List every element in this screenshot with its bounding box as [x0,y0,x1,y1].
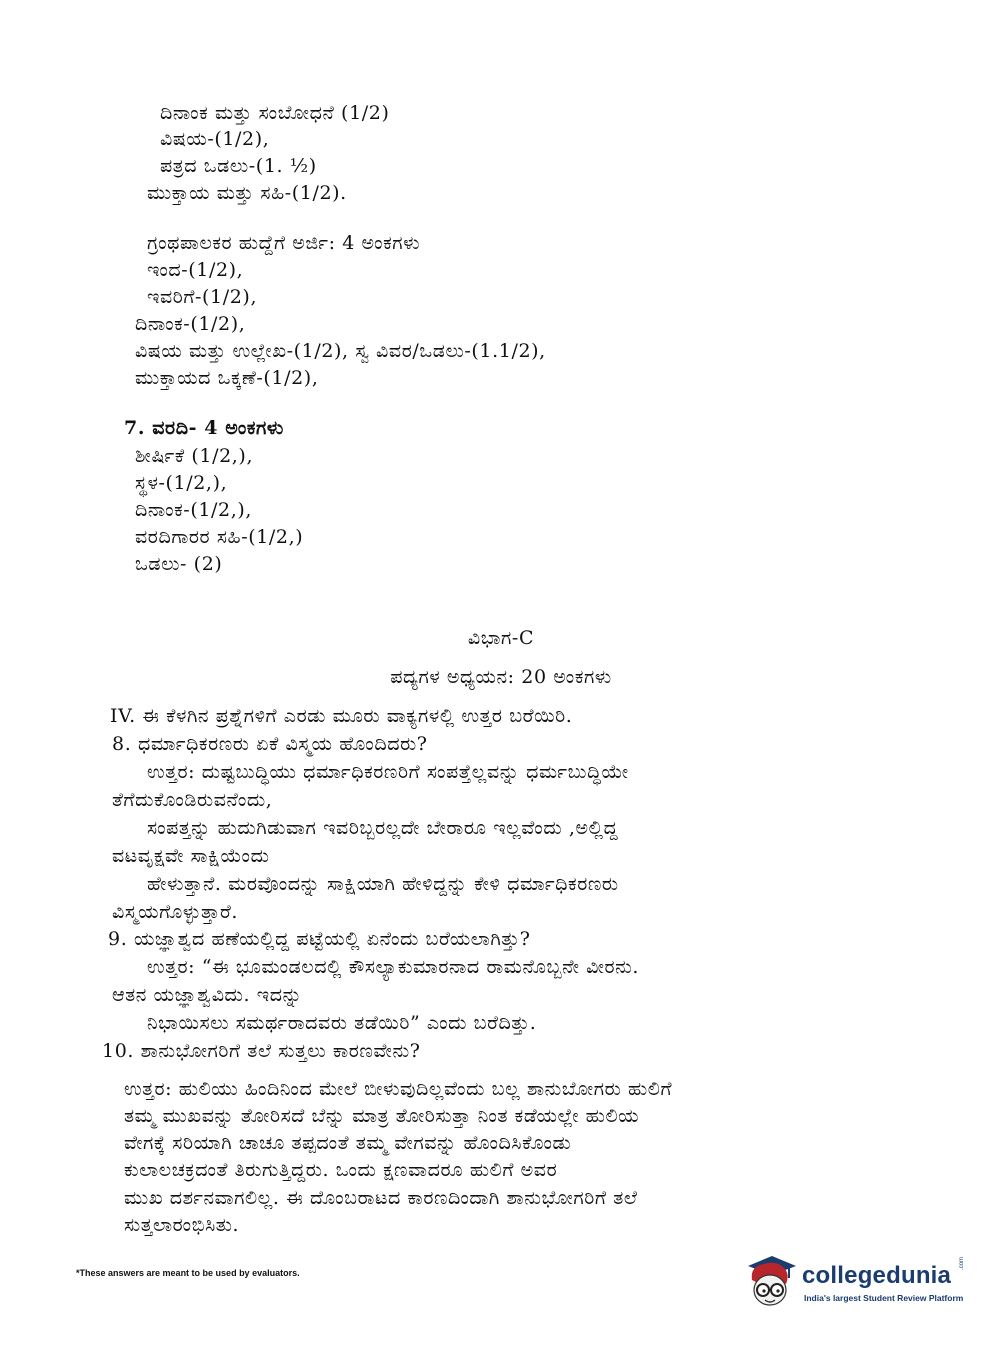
text-line: ವಿಷಯ-(1/2), [160,128,270,150]
text-line: ದಿನಾಂಕ ಮತ್ತು ಸಂಬೋಧನೆ (1/2) [160,102,390,124]
answer-line: ಕುಲಾಲಚಕ್ರದಂತೆ ತಿರುಗುತ್ತಿದ್ದರು. ಒಂದು ಕ್ಷಣವಾದರೂ ಹುಲಿಗೆ ಅವರ [124,1159,558,1181]
question: 10. ಶಾನುಭೋಗರಿಗೆ ತಲೆ ಸುತ್ತಲು ಕಾರಣವೇನು? [102,1040,421,1062]
logo-tagline: India's largest Student Review Platform [804,1293,964,1303]
answer-line: ವೇಗಕ್ಕೆ ಸರಿಯಾಗಿ ಚಾಚೂ ತಪ್ಪದಂತೆ ತಮ್ಮ ವೇಗವನ್ನು ಹೊಂದಿಸಿಕೊಂಡು [124,1132,572,1154]
question: 8. ಧರ್ಮಾಧಿಕರಣರು ಏಕೆ ವಿಸ್ಮಯ ಹೊಂದಿದರು? [112,733,428,755]
text-line: ವಿಷಯ ಮತ್ತು ಉಲ್ಲೇಖ-(1/2), ಸ್ವ ವಿವರ/ಒಡಲು-(1.1/2), [135,340,546,362]
answer-line: ವಿಸ್ಮಯಗೊಳ್ಳುತ್ತಾರೆ. [112,901,239,923]
text-line: ಶೀರ್ಷಿಕೆ (1/2,), [135,445,254,467]
answer-line: ಆತನ ಯಜ್ಞಾಶ್ವವಿದು. ಇದನ್ನು [112,984,303,1006]
collegedunia-logo[interactable] [742,1248,972,1312]
text-line: ಇವರಿಗೆ-(1/2), [147,286,258,308]
text-line: ಇಂದ-(1/2), [147,259,244,281]
logo-name: collegedunia [802,1262,952,1289]
answer-line: ಉತ್ತರ: ದುಷ್ಟಬುದ್ಧಿಯು ಧರ್ಮಾಧಿಕರಣರಿಗೆ ಸಂಪತ್ತೆಲ್ಲವನ್ನು ಧರ್ಮಬುದ್ಧಿಯೇ [147,761,629,783]
text-line: ಒಡಲು- (2) [135,553,223,575]
mascot-icon [742,1252,798,1310]
section-subtitle: ಪದ್ಯಗಳ ಅಧ್ಯಯನ: 20 ಅಂಕಗಳು [390,666,612,688]
section-heading: 7. ವರದಿ- 4 ಅಂಕಗಳು [124,417,284,439]
footer-note: *These answers are meant to be used by evaluators. [76,1268,300,1278]
answer-line: ತಮ್ಮ ಮುಖವನ್ನು ತೋರಿಸದೆ ಬೆನ್ನು ಮಾತ್ರ ತೋರಿಸುತ್ತಾ ನಿಂತ ಕಡೆಯಲ್ಲೇ ಹುಲಿಯ [124,1105,640,1127]
answer-line: ವಟವೃಕ್ಷವೇ ಸಾಕ್ಷಿಯೆಂದು [112,845,270,867]
text-line: ಸ್ಥಳ-(1/2,), [135,472,228,494]
text-line: ದಿನಾಂಕ-(1/2,), [135,499,253,521]
answer-line: ನಿಭಾಯಿಸಲು ಸಮರ್ಥರಾದವರು ತಡೆಯಿರಿ” ಎಂದು ಬರೆದಿತ್ತು. [147,1012,537,1034]
text-line: ದಿನಾಂಕ-(1/2), [135,313,246,335]
answer-line: ತೆಗೆದುಕೊಂಡಿರುವನೆಂದು, [112,789,273,811]
text-line: ಗ್ರಂಥಪಾಲಕರ ಹುದ್ದೆಗೆ ಅರ್ಜಿ: 4 ಅಂಕಗಳು [147,232,421,254]
text-line: ಪತ್ರದ ಒಡಲು-(1. ½) [160,155,317,177]
text-line: ವರದಿಗಾರರ ಸಹಿ-(1/2,) [135,526,304,548]
answer-line: ಉತ್ತರ: “ಈ ಭೂಮಂಡಲದಲ್ಲಿ ಕೌಸಲ್ಯಾಕುಮಾರನಾದ ರಾಮನೊಬ್ಬನೇ ವೀರನು. [147,956,640,978]
answer-line: ಉತ್ತರ: ಹುಲಿಯು ಹಿಂದಿನಿಂದ ಮೇಲೆ ಬೀಳುವುದಿಲ್ಲವೆಂದು ಬಲ್ಲ ಶಾನುಬೋಗರು ಹುಲಿಗೆ [124,1078,673,1100]
answer-line: ಹೇಳುತ್ತಾನೆ. ಮರವೊಂದನ್ನು ಸಾಕ್ಷಿಯಾಗಿ ಹೇಳಿದ್ದನ್ನು ಕೇಳಿ ಧರ್ಮಾಧಿಕರಣರು [147,873,619,895]
question: 9. ಯಜ್ಞಾಶ್ವದ ಹಣೆಯಲ್ಲಿದ್ದ ಪಟ್ಟೆಯಲ್ಲಿ ಏನೆಂದು ಬರೆಯಲಾಗಿತ್ತು? [108,928,531,950]
answer-line: ಮುಖ ದರ್ಶನವಾಗಲಿಲ್ಲ. ಈ ದೊಂಬರಾಟದ ಕಾರಣದಿಂದಾಗಿ ಶಾನುಭೋಗರಿಗೆ ತಲೆ [124,1187,638,1209]
answer-line: ಸಂಪತ್ತನ್ನು ಹುದುಗಿಡುವಾಗ ಇವರಿಬ್ಬರಲ್ಲದೇ ಬೇರಾರೂ ಇಲ್ಲವೆಂದು ,ಅಲ್ಲಿದ್ದ [147,817,619,839]
question-heading: IV. ಈ ಕೆಳಗಿನ ಪ್ರಶ್ನೆಗಳಿಗೆ ಎರಡು ಮೂರು ವಾಕ್ಯಗಳಲ್ಲಿ ಉತ್ತರ ಬರೆಯಿರಿ. [110,705,573,727]
text-line: ಮುಕ್ತಾಯ ಮತ್ತು ಸಹಿ-(1/2). [147,182,347,204]
answer-line: ಸುತ್ತಲಾರಂಭಿಸಿತು. [124,1214,240,1236]
section-title: ವಿಭಾಗ-C [467,627,535,649]
logo-dotcom: .com [959,1256,965,1270]
text-line: ಮುಕ್ತಾಯದ ಒಕ್ಕಣೆ-(1/2), [135,367,319,389]
